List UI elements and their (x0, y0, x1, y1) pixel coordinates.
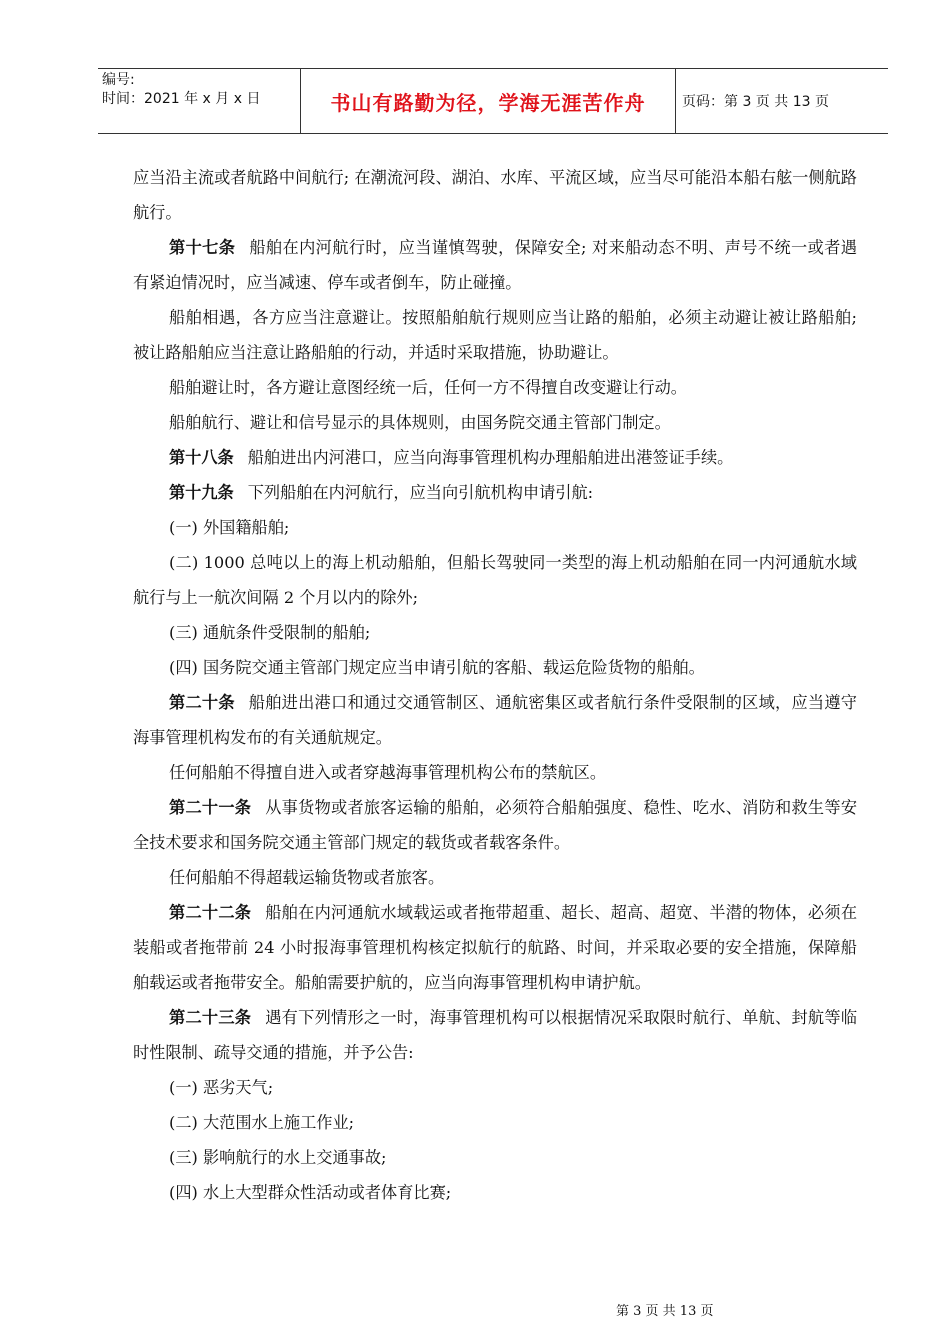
article-number: 第二十条 (169, 693, 235, 712)
header-page-number: 页码：第 3 页 共 13 页 (682, 94, 829, 110)
paragraph-text: (一) 外国籍船舶; (169, 518, 290, 537)
paragraph (133, 790, 857, 860)
paragraph (133, 1105, 857, 1140)
paragraph (133, 1175, 857, 1210)
page-footer: 第 3 页 共 13 页 (616, 1304, 714, 1319)
paragraph-text: 船舶进出内河港口，应当向海事管理机构办理船舶进出港签证手续。 (247, 448, 734, 467)
paragraph-text: (四) 国务院交通主管部门规定应当申请引航的客船、载运危险货物的船舶。 (169, 658, 705, 677)
paragraph-text: 船舶在内河通航水域载运或者拖带超重、超长、超高、超宽、半潜的物体，必须在装船或者拖带前 24 小时报海事管理机构核定拟航行的航路、时间，并采取必要的安全措施，保障船舶载运或者拖带安全。船舶需要护航的，应当向海事管理机构申请护航。 (133, 903, 858, 992)
header-divider-right (675, 69, 676, 133)
paragraph (133, 895, 857, 1000)
paragraph-text: (三) 通航条件受限制的船舶; (169, 623, 371, 642)
paragraph-text: 船舶避让时，各方避让意图经统一后，任何一方不得擅自改变避让行动。 (169, 378, 687, 397)
paragraph (133, 300, 857, 370)
paragraph-text: (一) 恶劣天气; (169, 1078, 274, 1097)
paragraph-text: 遇有下列情形之一时，海事管理机构可以根据情况采取限时航行、单航、封航等临时性限制、疏导交通的措施，并予公告: (133, 1008, 858, 1062)
paragraph (133, 755, 857, 790)
paragraph (133, 1000, 857, 1070)
paragraph-text: 船舶进出港口和通过交通管制区、通航密集区或者航行条件受限制的区域，应当遵守海事管理机构发布的有关通航规定。 (133, 693, 857, 747)
paragraph (133, 685, 857, 755)
article-number: 第二十一条 (169, 798, 252, 817)
paragraph-text: (二) 大范围水上施工作业; (169, 1113, 355, 1132)
article-number: 第二十二条 (169, 903, 252, 922)
time-label: 时间：2021 年 x 月 x 日 (102, 91, 261, 107)
paragraph-text: 从事货物或者旅客运输的船舶，必须符合船舶强度、稳性、吃水、消防和救生等安全技术要求和国务院交通主管部门规定的载货或者载客条件。 (133, 798, 858, 852)
header-meta (102, 71, 300, 109)
paragraph-text: 任何船舶不得超载运输货物或者旅客。 (169, 868, 445, 887)
article-number: 第十九条 (169, 483, 234, 502)
header-motto: 书山有路勤为径，学海无涯苦作舟 (330, 90, 646, 115)
serial-label: 编号: (102, 72, 135, 88)
paragraph (133, 1070, 857, 1105)
paragraph (133, 475, 857, 510)
paragraph (133, 230, 857, 300)
paragraph (133, 545, 857, 615)
paragraph-text: (四) 水上大型群众性活动或者体育比赛; (169, 1183, 452, 1202)
paragraph (133, 370, 857, 405)
paragraph-text: 下列船舶在内河航行，应当向引航机构申请引航: (247, 483, 594, 502)
paragraph (133, 860, 857, 895)
paragraph (133, 160, 857, 230)
paragraph-text: (二) 1000 总吨以上的海上机动船舶，但船长驾驶同一类型的海上机动船舶在同一内河通航水域航行与上一航次间隔 2 个月以内的除外; (133, 553, 857, 607)
paragraph-text: 应当沿主流或者航路中间航行; 在潮流河段、湖泊、水库、平流区域，应当尽可能沿本船右舷一侧航路航行。 (133, 168, 857, 222)
article-number: 第十八条 (169, 448, 234, 467)
document-body (133, 160, 857, 1210)
paragraph-text: (三) 影响航行的水上交通事故; (169, 1148, 387, 1167)
paragraph (133, 1140, 857, 1175)
paragraph (133, 650, 857, 685)
paragraph (133, 405, 857, 440)
paragraph-text: 任何船舶不得擅自进入或者穿越海事管理机构公布的禁航区。 (169, 763, 607, 782)
paragraph-text: 船舶在内河航行时，应当谨慎驾驶，保障安全; 对来船动态不明、声号不统一或者遇有紧迫情况时，应当减速、停车或者倒车，防止碰撞。 (133, 238, 857, 292)
paragraph-text: 船舶航行、避让和信号显示的具体规则，由国务院交通主管部门制定。 (169, 413, 671, 432)
paragraph (133, 615, 857, 650)
paragraph-text: 船舶相遇，各方应当注意避让。按照船舶航行规则应当让路的船舶，必须主动避让被让路船舶; 被让路船舶应当注意让路船舶的行动，并适时采取措施，协助避让。 (133, 308, 857, 362)
page-header (98, 68, 888, 134)
article-number: 第二十三条 (169, 1008, 252, 1027)
article-number: 第十七条 (169, 238, 236, 257)
paragraph (133, 510, 857, 545)
paragraph (133, 440, 857, 475)
